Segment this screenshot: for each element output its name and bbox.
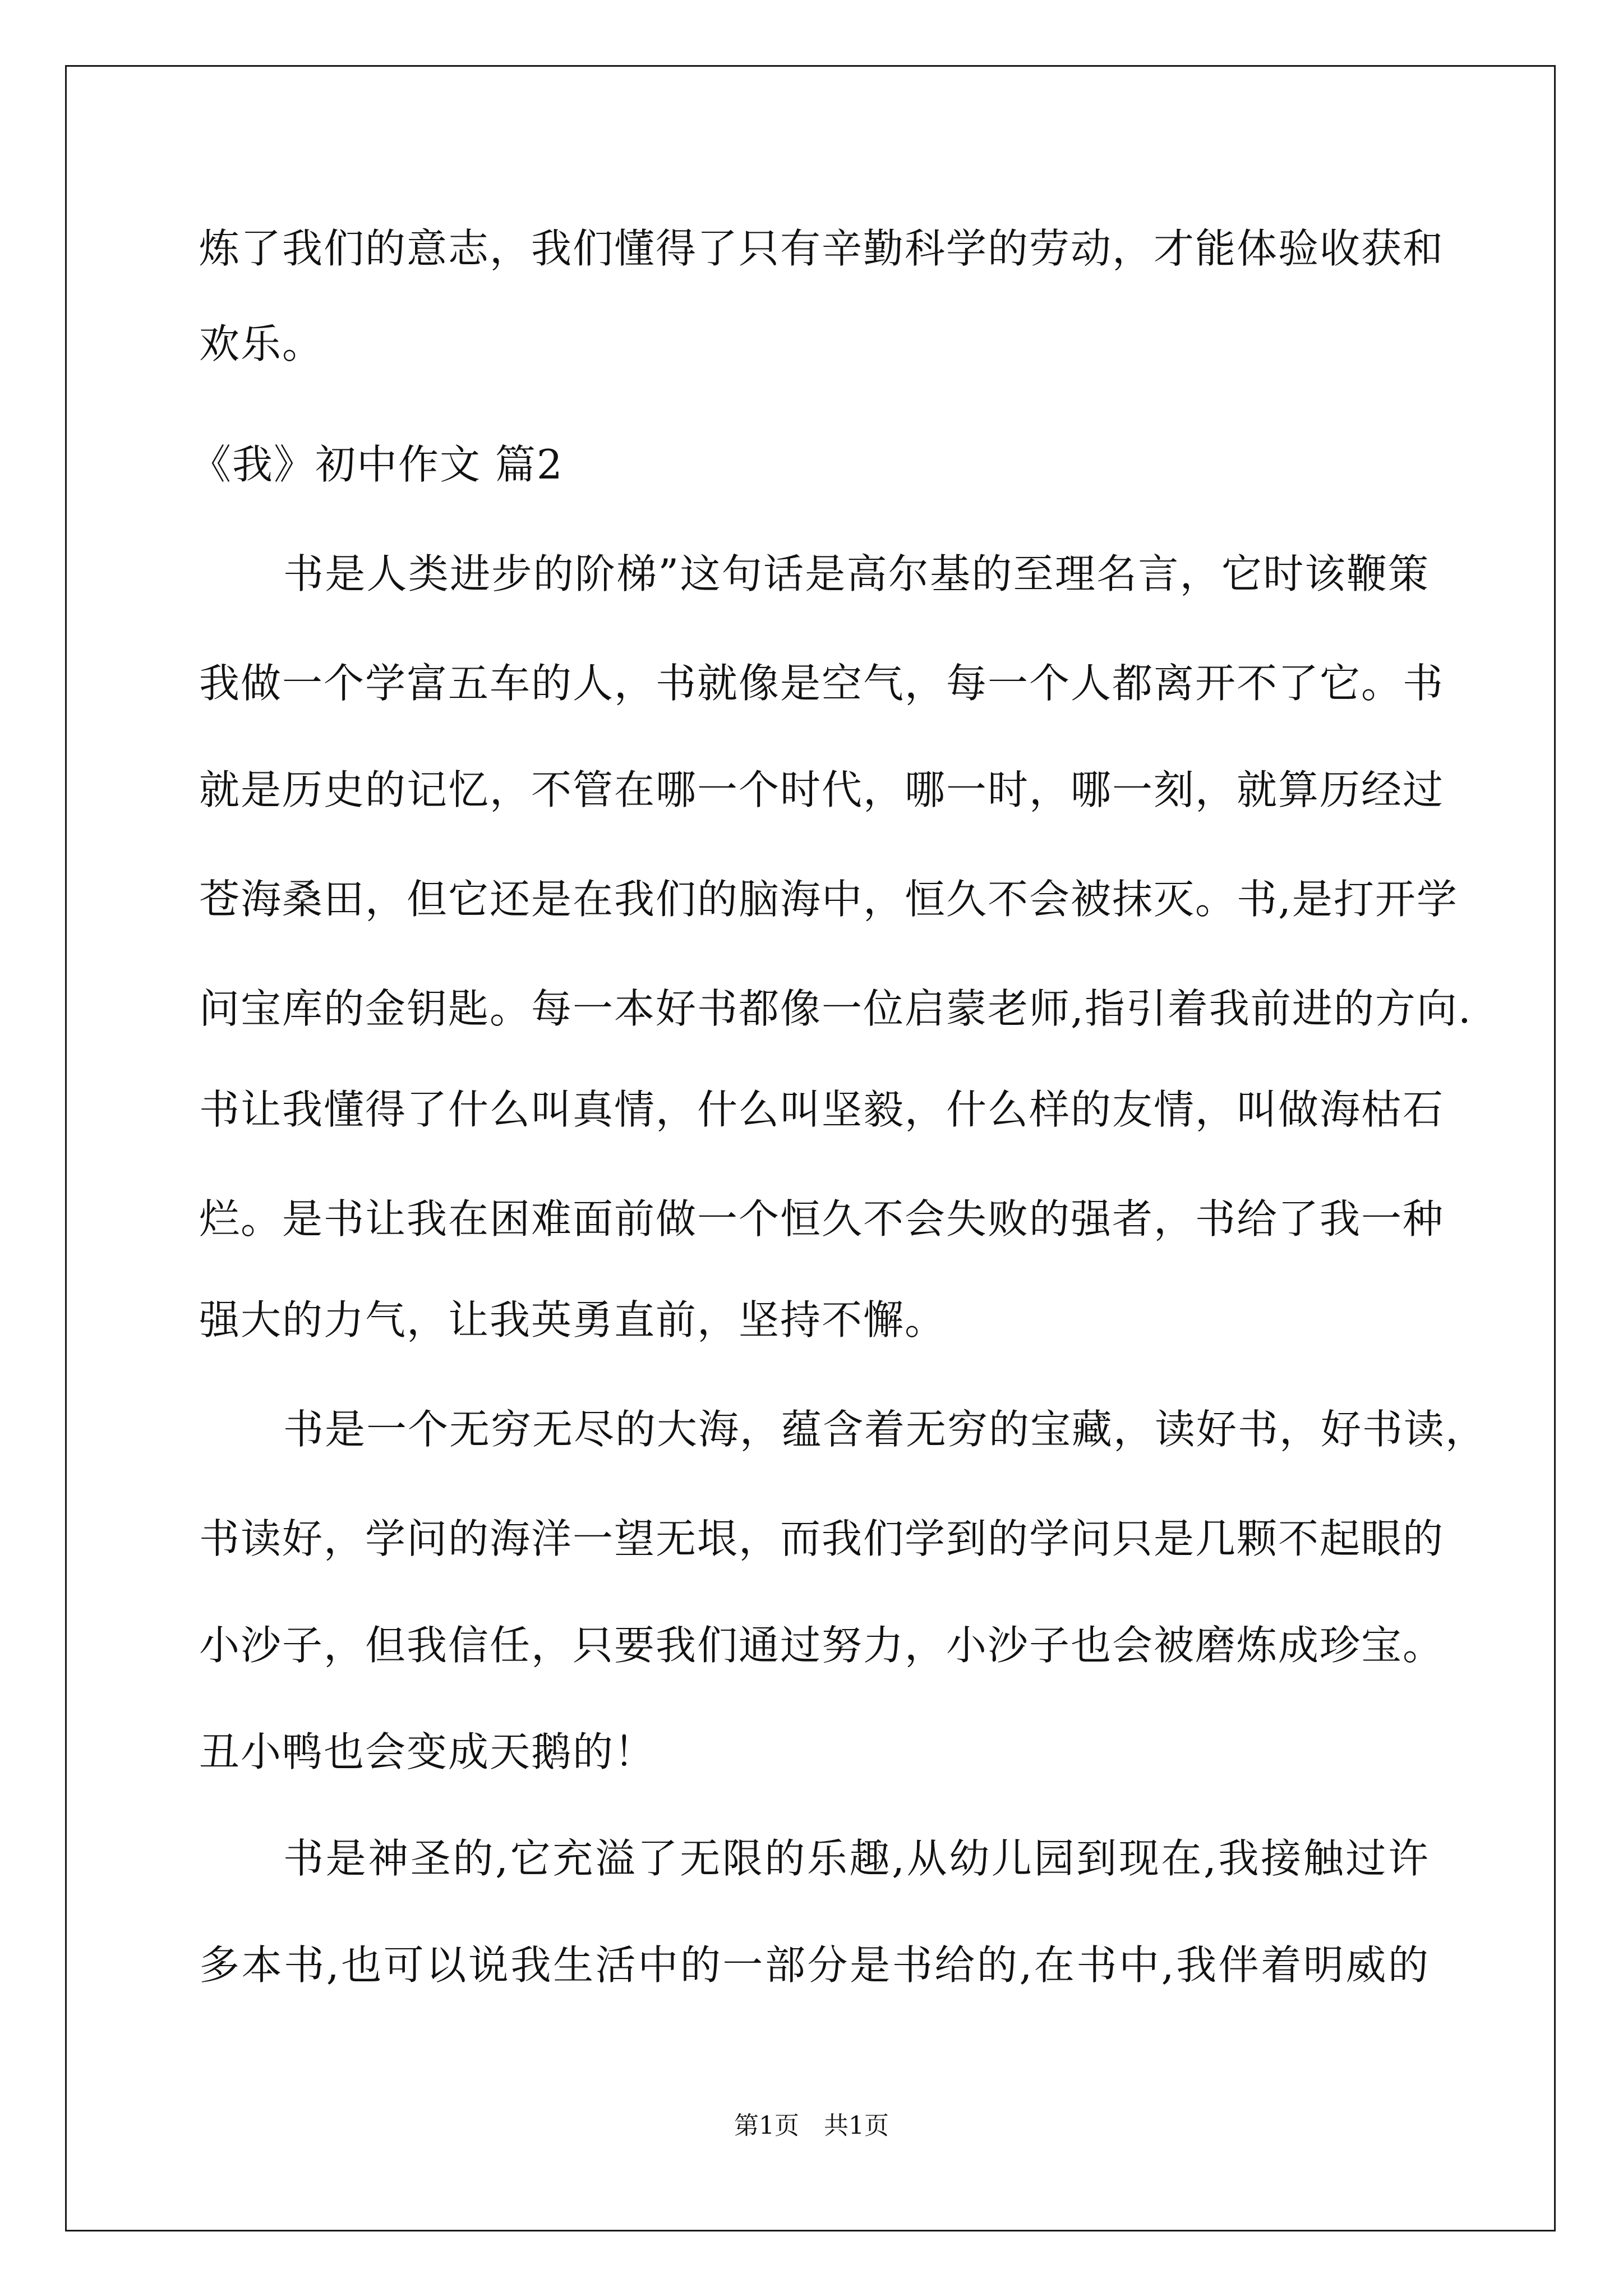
text-line: 小沙子，但我信任，只要我们通过努力，小沙子也会被磨炼成珍宝。 (199, 1622, 1445, 1669)
text-line: 书读好，学问的海洋一望无垠，而我们学到的学问只是几颗不起眼的 (199, 1515, 1445, 1562)
page-border (65, 65, 1556, 2231)
page-number: 第1页 共1页 (734, 2111, 889, 2140)
text-line: 我做一个学富五车的人，书就像是空气，每一个人都离开不了它。书 (199, 660, 1445, 707)
text-line: 强大的力气，让我英勇直前，坚持不懈。 (199, 1296, 947, 1343)
text-line: 就是历史的记忆，不管在哪一个时代，哪一时，哪一刻，就算历经过 (199, 766, 1445, 813)
text-line: 书是神圣的,它充溢了无限的乐趣,从幼儿园到现在,我接触过许 (283, 1835, 1430, 1882)
section-heading: 《我》初中作文 篇2 (191, 441, 564, 488)
text-line: 问宝库的金钥匙。每一本好书都像一位启蒙老师,指引着我前进的方向. (199, 985, 1472, 1032)
text-line: 苍海桑田，但它还是在我们的脑海中，恒久不会被抹灭。书,是打开学 (199, 876, 1458, 923)
text-line: 书是人类进步的阶梯”这句话是高尔基的至理名言，它时该鞭策 (283, 550, 1430, 597)
text-line: 欢乐。 (199, 320, 324, 367)
text-line: 烂。是书让我在困难面前做一个恒久不会失败的强者，书给了我一种 (199, 1195, 1445, 1243)
text-line: 炼了我们的意志，我们懂得了只有辛勤科学的劳动，才能体验收获和 (199, 225, 1445, 272)
text-line: 多本书,也可以说我生活中的一部分是书给的,在书中,我伴着明威的 (199, 1941, 1430, 1989)
text-line: 书让我懂得了什么叫真情，什么叫坚毅，什么样的友情，叫做海枯石 (199, 1086, 1445, 1133)
text-line: 书是一个无穷无尽的大海，蕴含着无穷的宝藏，读好书，好书读， (283, 1406, 1487, 1453)
text-line: 丑小鸭也会变成天鹅的！ (199, 1728, 656, 1775)
